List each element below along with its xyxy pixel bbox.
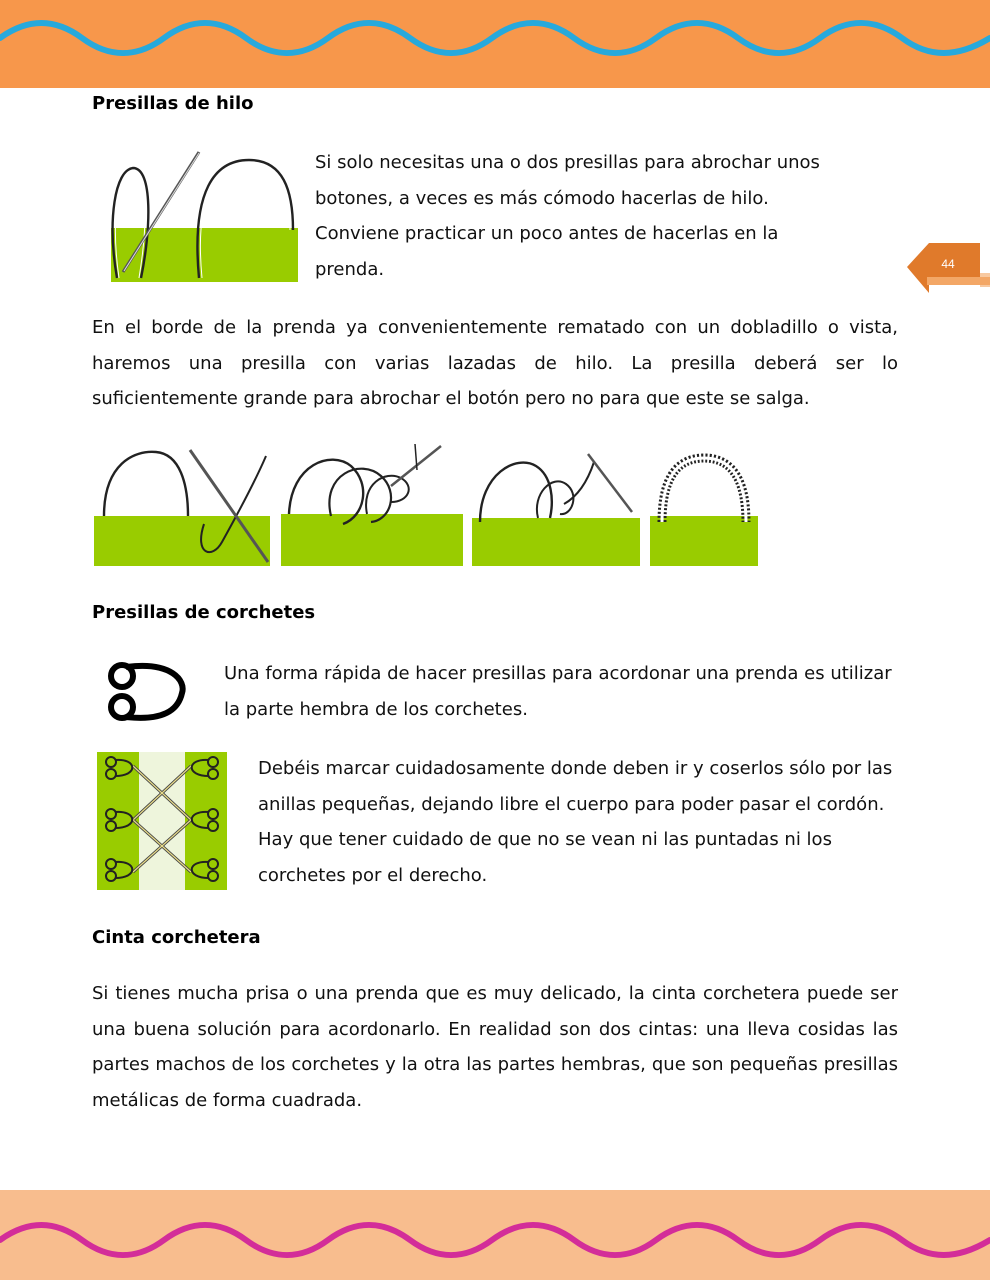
detail-corchetes: Debéis marcar cuidadosamente donde deben ir y coserlos sólo por las anillas pequeñas, dejando libre el cuerpo para poder pasar el cordón. Hay que tener cuidado de que no se vean ni las puntadas ni los corchetes por el derecho. bbox=[258, 758, 893, 886]
heading-presillas-corchetes: Presillas de corchetes bbox=[92, 602, 316, 623]
footer-wave bbox=[0, 1190, 990, 1280]
heading-presillas-hilo: Presillas de hilo bbox=[92, 93, 254, 114]
footer-band bbox=[0, 1190, 990, 1280]
page-number-tab bbox=[907, 243, 990, 293]
thread-loop-illustration bbox=[111, 150, 298, 282]
step-1-illustration bbox=[94, 444, 270, 566]
intro-line: Si solo necesitas una o dos presillas para abrochar unos bbox=[315, 152, 820, 173]
header-band bbox=[0, 0, 990, 88]
intro-line: botones, a veces es más cómodo hacerlas de hilo. bbox=[315, 187, 769, 209]
body-hilo: En el borde de la prenda ya convenientemente rematado con un dobladillo o vista, haremos una presilla con varias lazadas de hilo. La presilla deberá ser lo suficientemente grande para abrochar el botón pero no para que este se salga. bbox=[92, 317, 898, 409]
hook-eye-icon bbox=[102, 661, 186, 723]
intro-hilo bbox=[315, 145, 885, 287]
intro-line: prenda. bbox=[315, 258, 385, 280]
finished-loop-illustration bbox=[650, 444, 758, 566]
page-number: 44 bbox=[941, 257, 955, 271]
header-wave bbox=[0, 0, 990, 88]
body-cinta: Si tienes mucha prisa o una prenda que es muy delicado, la cinta corchetera puede ser una buena solución para acordonarlo. En realidad son dos cintas: una lleva cosidas las partes machos de los corchetes y la otra las partes hembras, que son pequeñas presillas metálicas de forma cuadrada. bbox=[92, 983, 898, 1111]
intro-line: Conviene practicar un poco antes de hacerlas en la bbox=[315, 223, 779, 244]
step-3-illustration bbox=[472, 444, 640, 566]
step-2-illustration bbox=[281, 444, 463, 566]
intro-corchetes: Una forma rápida de hacer presillas para acordonar una prenda es utilizar la parte hembra de los corchetes. bbox=[224, 663, 892, 720]
heading-cinta-corchetera: Cinta corchetera bbox=[92, 927, 261, 948]
lacing-eyes-illustration bbox=[97, 752, 227, 890]
